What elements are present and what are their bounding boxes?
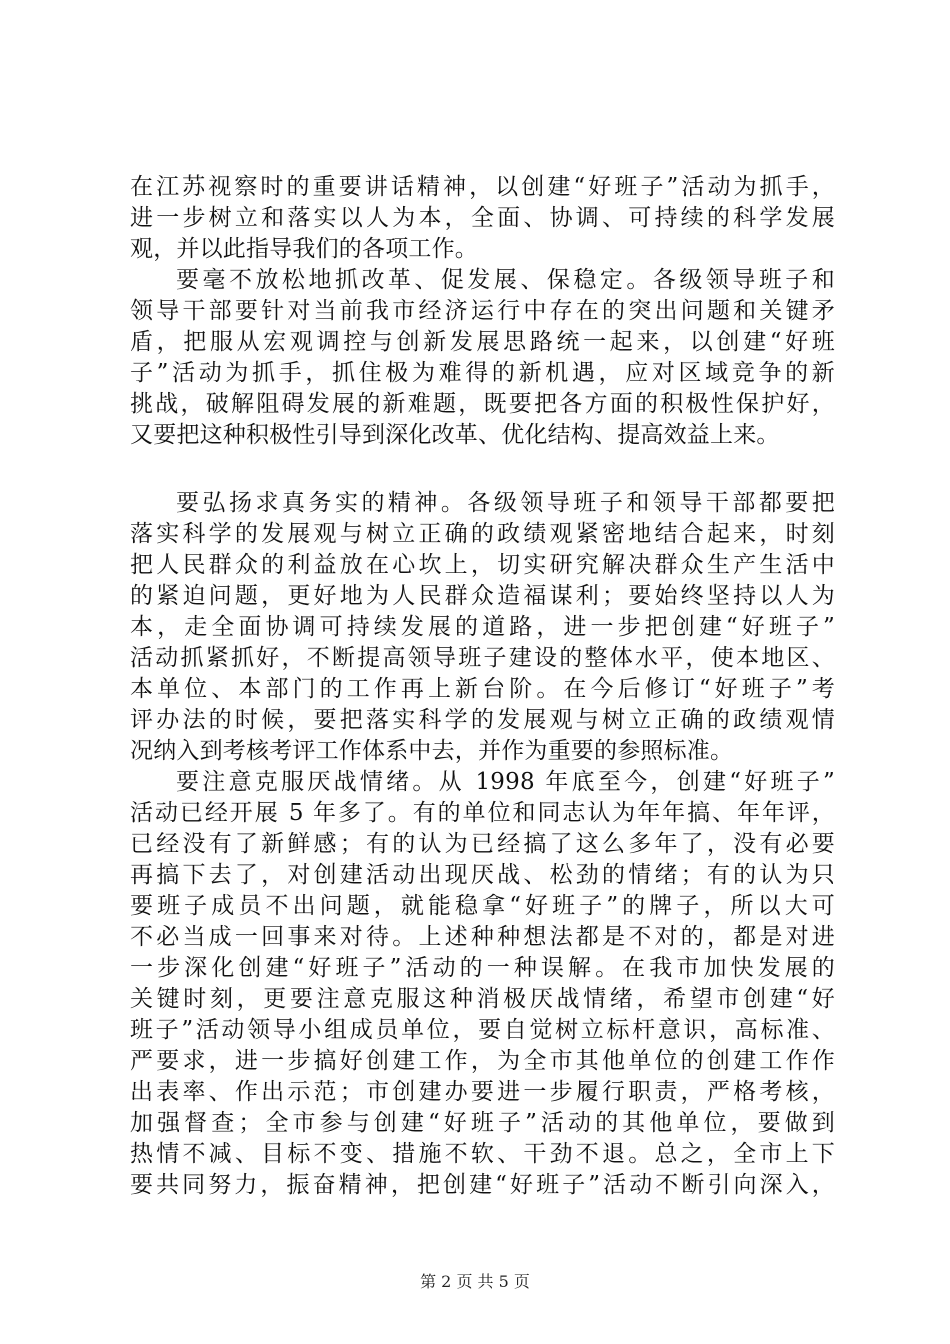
text-line: 要弘扬求真务实的精神。各级领导班子和领导干部都要把 [176, 490, 835, 516]
text-line: 出表率、作出示范；市创建办要进一步履行职责，严格考核， [130, 1079, 835, 1105]
text-line: 挑战，破解阻碍发展的新难题，既要把各方面的积极性保护好， [130, 391, 835, 417]
text-line: 的紧迫问题，更好地为人民群众造福谋利；要始终坚持以人为 [130, 583, 835, 609]
document-body [130, 172, 835, 1201]
text-line: 领导干部要针对当前我市经济运行中存在的突出问题和关键矛 [130, 298, 835, 324]
text-line: 又要把这种积极性引导到深化改革、优化结构、提高效益上来。 [130, 422, 780, 448]
text-line: 把人民群众的利益放在心坎上，切实研究解决群众生产生活中 [130, 552, 835, 578]
paragraph [130, 172, 835, 265]
text-line: 落实科学的发展观与树立正确的政绩观紧密地结合起来，时刻 [130, 521, 835, 547]
text-line: 再搞下去了，对创建活动出现厌战、松劲的情绪；有的认为只 [130, 862, 835, 888]
text-line: 本，走全面协调可持续发展的道路，进一步把创建“好班子” [130, 614, 835, 640]
text-line: 严要求，进一步搞好创建工作，为全市其他单位的创建工作作 [130, 1048, 835, 1074]
paragraph-spacer [130, 451, 835, 488]
text-line: 在江苏视察时的重要讲话精神，以创建“好班子”活动为抓手， [130, 174, 835, 200]
text-line: 进一步树立和落实以人为本，全面、协调、可持续的科学发展 [130, 205, 835, 231]
page-number-footer: 第 2 页 共 5 页 [420, 1272, 530, 1291]
text-line: 关键时刻，更要注意克服这种消极厌战情绪，希望市创建“好 [130, 986, 835, 1012]
text-line: 评办法的时候，要把落实科学的发展观与树立正确的政绩观情 [130, 707, 835, 733]
text-line: 子”活动为抓手，抓住极为难得的新机遇，应对区域竞争的新 [130, 360, 835, 386]
text-line: 况纳入到考核考评工作体系中去，并作为重要的参照标准。 [130, 738, 734, 764]
text-line: 一步深化创建“好班子”活动的一种误解。在我市加快发展的 [130, 955, 835, 981]
text-line: 观，并以此指导我们的各项工作。 [130, 236, 478, 262]
text-line: 要毫不放松地抓改革、促发展、保稳定。各级领导班子和 [176, 267, 835, 293]
text-line: 活动已经开展 5 年多了。有的单位和同志认为年年搞、年年评， [130, 800, 835, 826]
text-line: 加强督查；全市参与创建“好班子”活动的其他单位，要做到 [130, 1110, 835, 1136]
text-line: 本单位、本部门的工作再上新台阶。在今后修订“好班子”考 [130, 676, 835, 702]
paragraph [130, 488, 835, 767]
paragraph [130, 265, 835, 451]
text-line: 要注意克服厌战情绪。从 1998 年底至今，创建“好班子” [176, 769, 835, 795]
text-line: 热情不减、目标不变、措施不软、干劲不退。总之，全市上下 [130, 1141, 835, 1167]
text-line: 要班子成员不出问题，就能稳拿“好班子”的牌子，所以大可 [130, 893, 835, 919]
text-line: 班子”活动领导小组成员单位，要自觉树立标杆意识，高标准、 [130, 1017, 835, 1043]
text-line: 盾，把服从宏观调控与创新发展思路统一起来，以创建“好班 [130, 329, 835, 355]
text-line: 不必当成一回事来对待。上述种种想法都是不对的，都是对进 [130, 924, 835, 950]
text-line: 已经没有了新鲜感；有的认为已经搞了这么多年了，没有必要 [130, 831, 835, 857]
paragraph [130, 767, 835, 1201]
text-line: 活动抓紧抓好，不断提高领导班子建设的整体水平，使本地区、 [130, 645, 835, 671]
text-line: 要共同努力，振奋精神，把创建“好班子”活动不断引向深入， [130, 1172, 835, 1198]
